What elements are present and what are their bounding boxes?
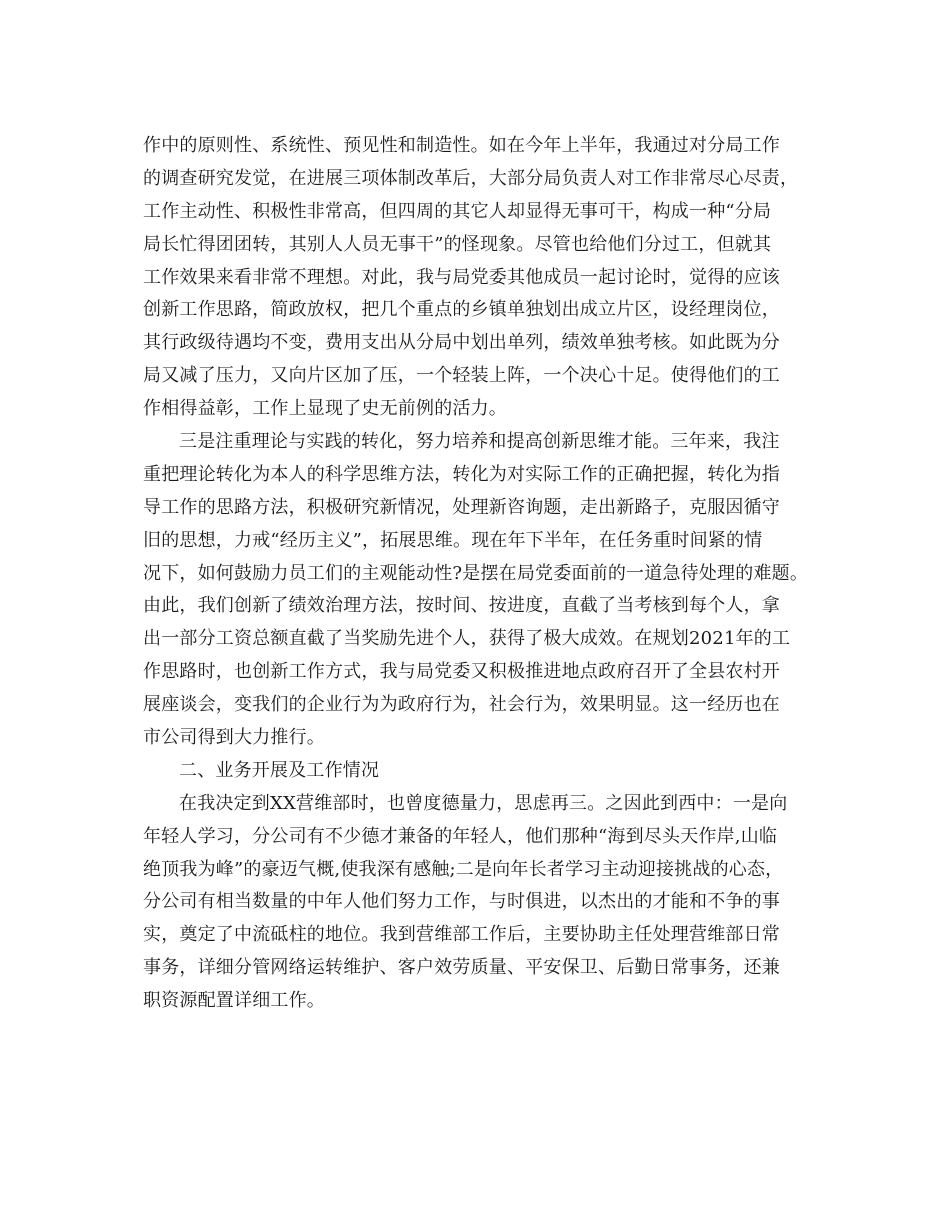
text-line: 局长忙得团团转，其别人人员无事干”的怪现象。尽管也给他们分过工，但就其 [143,233,772,255]
text-line: 出一部分工资总额直截了当奖励先进个人，获得了极大成效。在规划2021年的工 [143,628,791,650]
text-line: 作相得益彰，工作上显现了史无前例的活力。 [143,398,507,420]
paragraph-first-line: 在我决定到XX营维部时，也曾度德量力，思虑再三。之因此到西中：一是向 [179,792,788,814]
text-line: 创新工作思路，简政放权，把几个重点的乡镇单独划出成立片区，设经理岗位， [143,299,780,321]
text-line: 况下，如何鼓励力员工们的主观能动性?是摆在局党委面前的一道急待处理的难题。 [143,562,809,584]
text-line: 展座谈会，变我们的企业行为为政府行为，社会行为，效果明显。这一经历也在 [143,694,780,716]
text-line: 重把理论转化为本人的科学思维方法，转化为对实际工作的正确把握，转化为指 [143,463,780,485]
text-line: 市公司得到大力推行。 [143,727,325,749]
text-line: 导工作的思路方法，积极研究新情况，处理新咨询题，走出新路子，克服因循守 [143,496,780,518]
text-line: 实，奠定了中流砥柱的地位。我到营维部工作后，主要协助主任处理营维部日常 [143,924,780,946]
text-line: 作思路时，也创新工作方式，我与局党委又积极推进地点政府召开了全县农村开 [143,661,780,683]
text-line: 工作效果来看非常不理想。对此，我与局党委其他成员一起讨论时，觉得的应该 [143,266,780,288]
text-line: 事务，详细分管网络运转维护、客户效劳质量、平安保卫、后勤日常事务，还兼 [143,957,780,979]
paragraph-first-line: 三是注重理论与实践的转化，努力培养和提高创新思维才能。三年来，我注 [179,431,780,453]
text-line: 分公司有相当数量的中年人他们努力工作，与时俱进，以杰出的才能和不争的事 [143,891,780,913]
text-line: 其行政级待遇均不变，费用支出从分局中划出单列，绩效单独考核。如此既为分 [143,332,780,354]
text-line: 局又减了压力，又向片区加了压，一个轻装上阵，一个决心十足。使得他们的工 [143,365,780,387]
text-line: 由此，我们创新了绩效治理方法，按时间、按进度，直截了当考核到每个人，拿 [143,595,780,617]
text-line: 作中的原则性、系统性、预见性和制造性。如在今年上半年，我通过对分局工作 [143,135,780,156]
text-line: 工作主动性、积极性非常高，但四周的其它人却显得无事可干，构成一种“分局 [143,200,772,222]
text-line: 绝顶我为峰”的豪迈气概,使我深有感触;二是向年长者学习主动迎接挑战的心态， [143,858,784,880]
text-line: 年轻人学习，分公司有不少德才兼备的年轻人，他们那种“海到尽头天作岸,山临 [143,825,778,847]
paragraph-first-line: 二、业务开展及工作情况 [179,759,380,781]
text-line: 的调查研究发觉，在进展三项体制改革后，大部分局负责人对工作非常尽心尽责， [143,167,799,189]
body-text [143,130,823,1018]
text-line: 职资源配置详细工作。 [143,990,325,1012]
text-line: 旧的思想，力戒“经历主义”，拓展思维。现在年下半年，在任务重时间紧的情 [143,529,763,551]
